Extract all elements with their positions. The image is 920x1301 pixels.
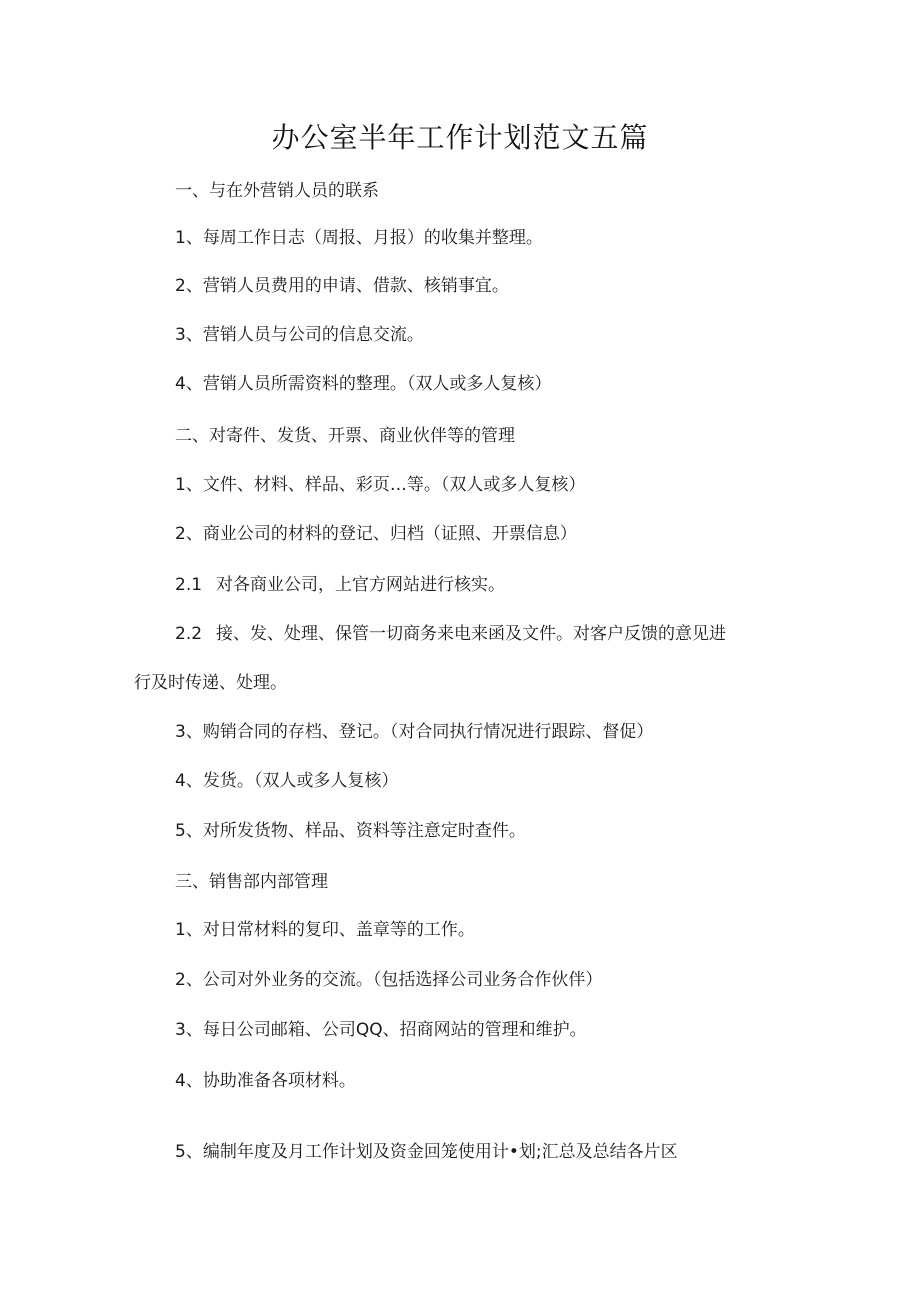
item-number: 2.1 (175, 575, 203, 595)
paragraph-line (175, 572, 505, 598)
paragraph-line: 2、营销人员费用的申请、借款、核销事宜。 (175, 276, 509, 296)
paragraph-line: 3、每日公司邮箱、公司QQ、招商网站的管理和维护。 (175, 1020, 587, 1040)
item-text: 接、发、处理、保管一切商务来电来函及文件。对客户反馈的意见进 (216, 624, 727, 644)
paragraph-line: 5、编制年度及月工作计划及资金回笼使用计•划;汇总及总结各片区 (175, 1142, 678, 1162)
document-title: 办公室半年工作计划范文五篇 (271, 121, 649, 154)
paragraph-line: 2、公司对外业务的交流。（包括选择公司业务合作伙伴） (175, 970, 603, 990)
section-heading-3: 三、销售部内部管理 (175, 872, 328, 892)
paragraph-line: 2、商业公司的材料的登记、归档（证照、开票信息） (175, 524, 577, 544)
item-number: 2.2 (175, 624, 203, 644)
paragraph-line: 4、营销人员所需资料的整理。（双人或多人复核） (175, 374, 552, 394)
paragraph-line: 1、文件、材料、样品、彩页…等。（双人或多人复核） (175, 475, 586, 495)
paragraph-line: 1、对日常材料的复印、盖章等的工作。 (175, 920, 475, 940)
paragraph-line: 3、购销合同的存档、登记。（对合同执行情况进行跟踪、督促） (175, 722, 654, 742)
section-heading-2: 二、对寄件、发货、开票、商业伙伴等的管理 (175, 426, 515, 446)
paragraph-line: 1、每周工作日志（周报、月报）的收集并整理。 (175, 228, 543, 248)
section-heading-1: 一、与在外营销人员的联系 (175, 181, 379, 201)
paragraph-line: 3、营销人员与公司的信息交流。 (175, 325, 424, 345)
paragraph-line: 4、协助准备各项材料。 (175, 1071, 356, 1091)
item-text: 对各商业公司，上官方网站进行核实。 (216, 575, 506, 595)
paragraph-continuation: 行及时传递、处理。 (134, 673, 287, 693)
paragraph-line: 4、发货。（双人或多人复核） (175, 771, 399, 791)
paragraph-line (175, 621, 726, 647)
paragraph-line: 5、对所发货物、样品、资料等注意定时查件。 (175, 821, 526, 841)
